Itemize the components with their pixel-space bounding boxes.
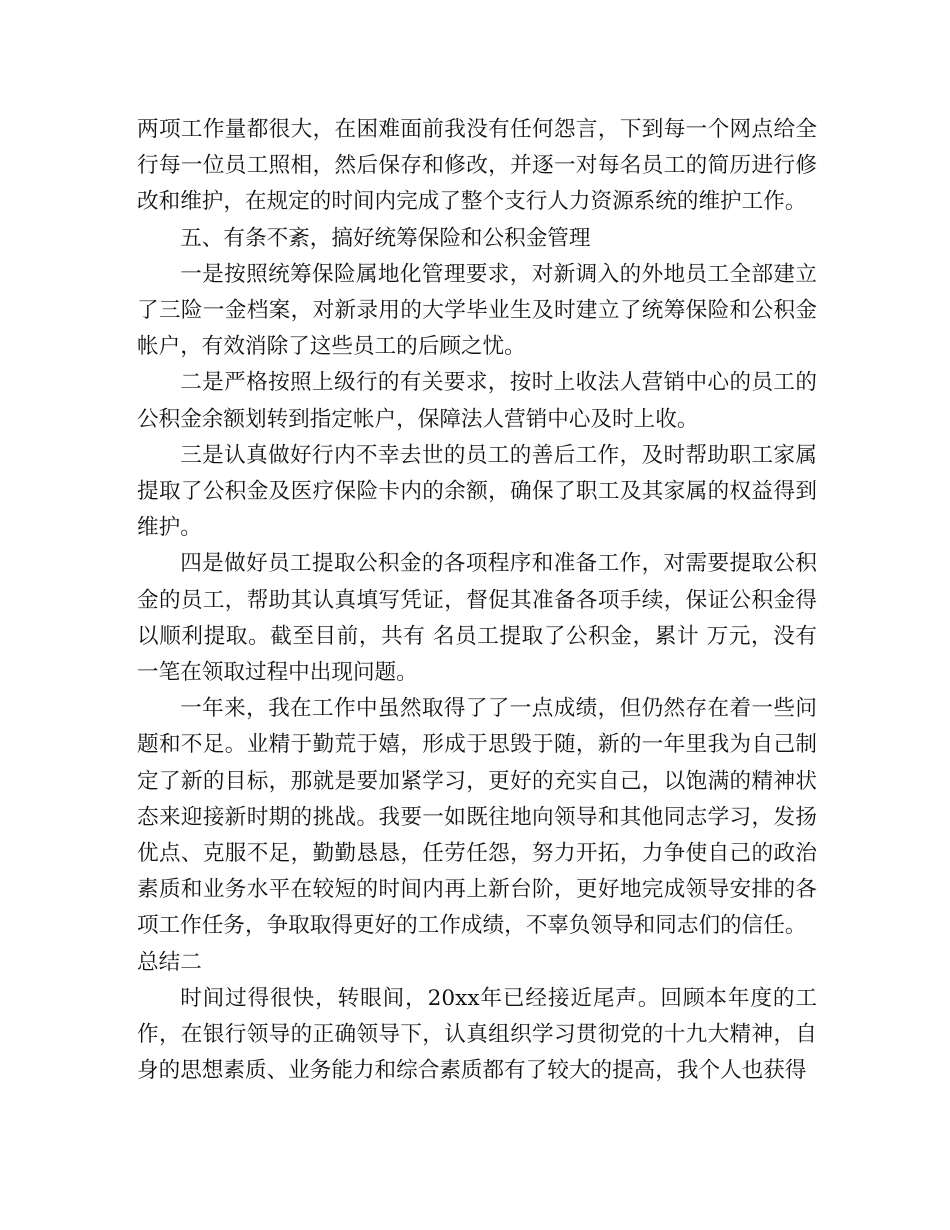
paragraph: 一是按照统筹保险属地化管理要求，对新调入的外地员工全部建立了三险一金档案，对新录用的大学毕业生及时建立了统筹保险和公积金帐户，有效消除了这些员工的后顾之忧。 bbox=[137, 261, 817, 360]
paragraph: 二是严格按照上级行的有关要求，按时上收法人营销中心的员工的公积金余额划转到指定帐户，保障法人营销中心及时上收。 bbox=[137, 370, 817, 432]
paragraph: 四是做好员工提取公积金的各项程序和准备工作，对需要提取公积金的员工，帮助其认真填写凭证，督促其准备各项手续，保证公积金得以顺利提取。截至目前，共有 名员工提取了公积金，累计 万元，没有一笔在领取过程中出现问题。 bbox=[137, 551, 817, 686]
paragraph-continued: 两项工作量都很大，在困难面前我没有任何怨言，下到每一个网点给全行每一位员工照相，然后保存和修改，并逐一对每名员工的简历进行修改和维护，在规定的时间内完成了整个支行人力资源系统的维护工作。 bbox=[137, 117, 817, 215]
section-heading: 五、有条不紊，搞好统筹保险和公积金管理 bbox=[180, 225, 591, 251]
paragraph: 三是认真做好行内不幸去世的员工的善后工作，及时帮助职工家属提取了公积金及医疗保险卡内的余额，确保了职工及其家属的权益得到维护。 bbox=[137, 442, 817, 541]
paragraph: 一年来，我在工作中虽然取得了了一点成绩，但仍然存在着一些问题和不足。业精于勤荒于嬉，形成于思毁于随，新的一年里我为自己制定了新的目标，那就是要加紧学习，更好的充实自己，以饱满的精神状态来迎接新时期的挑战。我要一如既往地向领导和其他同志学习，发扬优点、克服不足，勤勤恳恳，任劳任怨，努力开拓，力争使自己的政治素质和业务水平在较短的时间内再上新台阶，更好地完成领导安排的各项工作任务，争取取得更好的工作成绩，不辜负领导和同志们的信任。 bbox=[137, 696, 817, 939]
section-title: 总结二 bbox=[137, 949, 202, 975]
paragraph: 时间过得很快，转眼间，20xx年已经接近尾声。回顾本年度的工作，在银行领导的正确领导下，认真组织学习贯彻党的十九大精神，自身的思想素质、业务能力和综合素质都有了较大的提高，我个人也获得 bbox=[137, 985, 817, 1084]
document-page bbox=[137, 112, 817, 1089]
